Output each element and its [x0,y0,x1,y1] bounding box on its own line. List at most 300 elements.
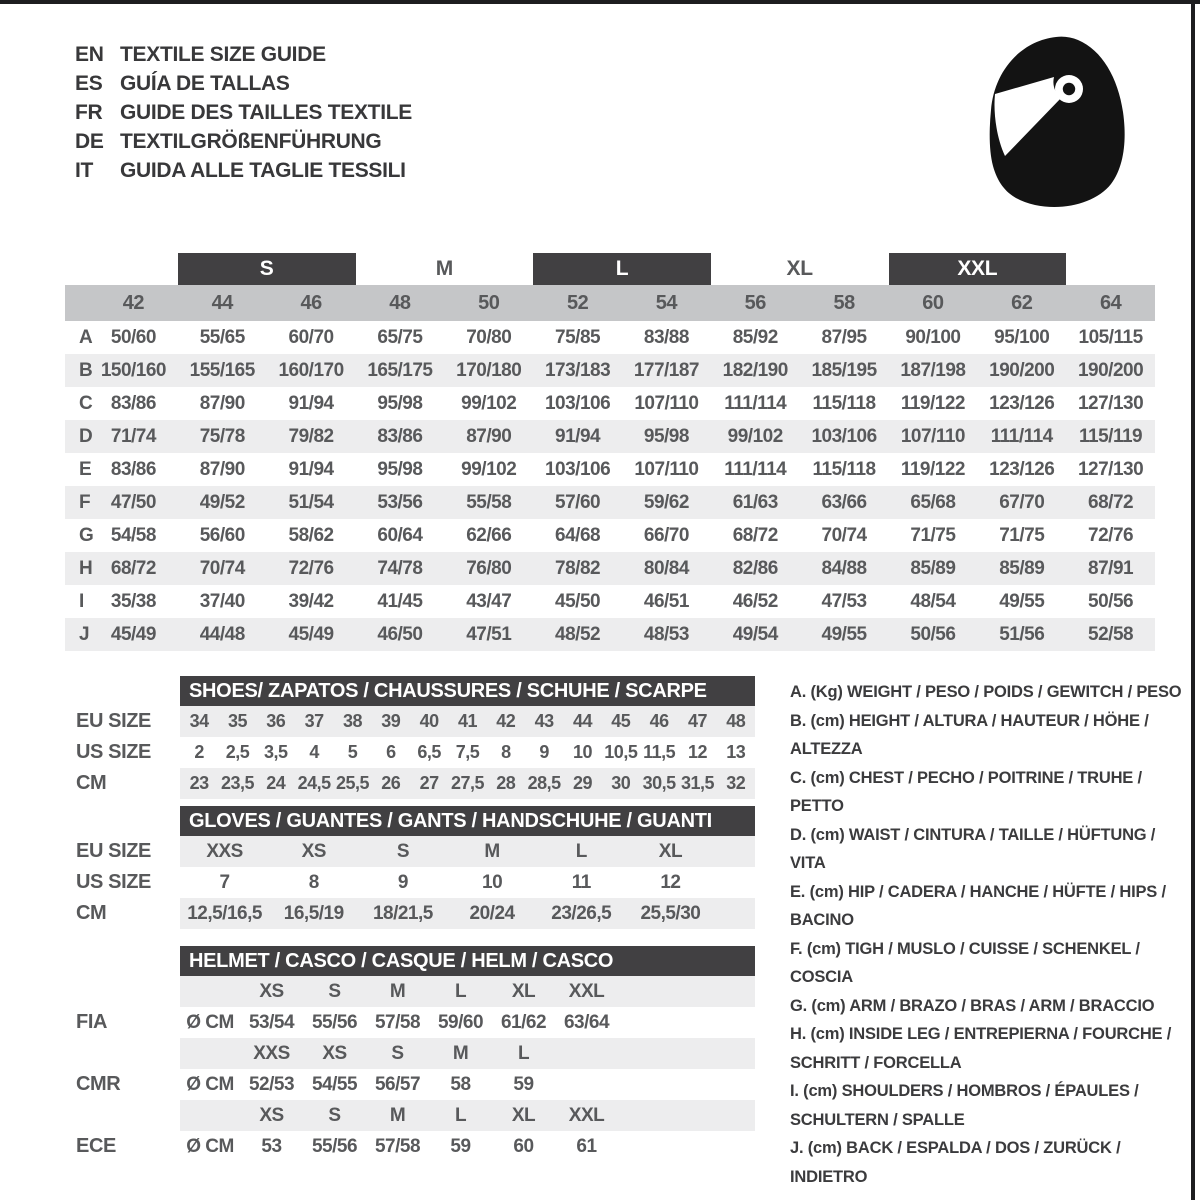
size-number-cell: 52 [566,291,589,314]
value-cell: 12 [660,871,681,893]
size-cell: XS [322,1042,347,1064]
value-cell: 185/195 [811,359,877,381]
row-letter: B [79,359,93,381]
size-number-cell: 48 [389,291,411,314]
value-cell: 40 [419,711,439,731]
value-cell: 61/62 [500,1011,547,1033]
value-cell: 95/98 [643,425,689,447]
value-cell: 39 [381,711,401,731]
size-group-s: S [178,253,356,285]
legend-item: F. (cm) TIGH / MUSLO / CUISSE / SCHENKEL / COSCIA [790,939,1140,986]
spacer [65,799,755,806]
value-cell: 155/165 [189,359,255,381]
standard-label: FIA [76,1011,108,1033]
size-group-l: L [533,253,711,285]
value-cell: 23/26,5 [551,902,612,924]
size-number-row [65,285,1155,321]
value-cell: 27 [419,773,439,793]
unit-cell [180,976,240,1007]
helmet-table-rows [65,976,755,1162]
value-cell: 30,5 [642,773,676,793]
footwear-accessory-tables [65,676,755,1162]
value-cell: 35 [227,711,247,731]
value-cell: 83/86 [110,392,156,414]
row-values [180,737,755,768]
value-cell: 47 [687,711,707,731]
value-cell: 49/55 [821,623,867,645]
size-group-xl: XL [786,257,813,280]
value-cell: 55/56 [311,1011,358,1033]
value-cell: 48/53 [643,623,689,645]
value-cell: 182/190 [722,359,788,381]
value-cell: 187/198 [900,359,966,381]
value-cell: 31,5 [680,773,715,793]
helmet-sizes [180,976,755,1007]
value-cell: 190/200 [989,359,1055,381]
value-cell: 59 [450,1135,471,1157]
measure-row-i [65,585,1155,618]
legend-item: A. (Kg) WEIGHT / PESO / POIDS / GEWITCH / PESO [790,683,1182,701]
value-cell: 44 [572,711,592,731]
measure-row-h [65,552,1155,585]
value-cell: 85/89 [999,557,1045,579]
helmet-table-title: HELMET / CASCO / CASQUE / HELM / CASCO [180,946,755,976]
value-cell: 8 [501,742,511,762]
value-cell: 25,5 [335,773,370,793]
value-cell: 115/119 [1079,425,1143,447]
row-letter: I [79,590,84,612]
value-cell: 45 [611,711,631,731]
value-cell: 45/50 [555,590,601,612]
measure-row-b [65,354,1155,387]
value-cell: 68/72 [1088,491,1134,513]
value-cell: 6 [386,742,396,762]
language-title: GUIDA ALLE TAGLIE TESSILI [120,159,406,182]
value-cell: 51/54 [288,491,334,513]
value-cell: 12,5/16,5 [187,902,262,924]
value-cell: 54/58 [110,524,156,546]
value-cell: 46 [649,711,669,731]
value-cell: 49/55 [999,590,1045,612]
standard-label: ECE [76,1135,116,1157]
size-cell: S [391,1042,404,1064]
value-cell: 8 [308,871,319,893]
unit-cell: Ø CM [186,1011,234,1033]
value-cell: 70/74 [821,524,867,546]
value-cell: 30 [611,773,631,793]
language-code: EN [75,43,104,66]
row-values [180,836,755,867]
value-cell: 10 [482,871,503,893]
unit-cell: Ø CM [186,1073,234,1095]
value-cell: 37/40 [199,590,245,612]
size-number-cell: 44 [211,291,233,314]
value-cell: 103/106 [544,458,611,480]
main-table-body [65,321,1155,651]
unit-cell: Ø CM [186,1135,234,1157]
size-number-cell: 50 [478,291,500,314]
value-cell: 3,5 [264,742,288,762]
row-label: CM [76,902,107,924]
value-cell: 80/84 [643,557,689,579]
value-cell: 52/53 [248,1073,295,1095]
value-cell: 32 [726,773,746,793]
size-cell: XS [259,1104,284,1126]
language-code: ES [75,72,103,95]
value-cell: 57/58 [374,1011,421,1033]
value-cell: 43 [534,711,554,731]
language-row [75,127,412,156]
value-cell: 13 [726,742,746,762]
shoes-table-rows [65,706,755,799]
value-cell: 5 [347,742,358,762]
value-cell: 75/85 [555,326,601,348]
value-cell: 68/72 [732,524,778,546]
row-label [65,976,180,1007]
value-cell: 6,5 [417,742,441,762]
helmet-size-row-ece [65,1100,755,1131]
value-cell: 29 [572,773,592,793]
value-cell: 85/89 [910,557,956,579]
language-code: IT [75,159,94,182]
value-cell: 55/56 [311,1135,358,1157]
value-cell: 23,5 [220,773,255,793]
value-cell: 45/49 [288,623,334,645]
value-cell: 71/75 [910,524,956,546]
value-cell: 99/102 [461,392,517,414]
size-row-cm [65,898,755,929]
value-cell: 50/56 [1088,590,1134,612]
value-cell: 51/56 [999,623,1045,645]
size-number-cell: 58 [833,291,855,314]
size-cell: XXS [253,1042,290,1064]
value-cell: 72/76 [288,557,334,579]
value-cell: 9 [397,871,408,893]
value-cell: 78/82 [555,557,601,579]
row-letter: A [79,326,93,348]
size-row-us-size [65,867,755,898]
value-cell: 16,5/19 [283,902,344,924]
size-row-us-size [65,737,755,768]
value-cell: 60/64 [377,524,423,546]
value-cell: 91/94 [555,425,601,447]
size-cell: L [454,980,467,1002]
value-cell: 28,5 [527,773,561,793]
unit-cell [180,1100,240,1131]
standard-label: CMR [76,1073,121,1095]
helmet-value-row-ece [65,1131,755,1162]
language-row [75,40,412,69]
value-cell: 11,5 [643,742,676,762]
value-cell: 2 [194,742,204,762]
unit-cell [180,1038,240,1069]
helmet-sizes [180,1038,755,1069]
value-cell: S [396,840,409,862]
size-cell: L [517,1042,530,1064]
value-cell: 25,5/30 [640,902,701,924]
value-cell: 84/88 [821,557,867,579]
measure-row-d [65,420,1155,453]
value-cell: 45/49 [110,623,156,645]
value-cell: 65/75 [377,326,423,348]
value-cell: 111/114 [990,425,1053,447]
value-cell: 82/86 [732,557,778,579]
value-cell: 44/48 [199,623,245,645]
size-cell: M [452,1042,469,1064]
value-cell: 47/50 [110,491,156,513]
value-cell: 111/114 [724,458,787,480]
size-row-cm [65,768,755,799]
value-cell: 50/56 [910,623,956,645]
value-cell: 12 [687,742,707,762]
size-cell: L [454,1104,467,1126]
value-cell: 99/102 [461,458,517,480]
size-cell: M [389,980,406,1002]
value-cell: 50/60 [110,326,156,348]
row-values [180,706,755,737]
spacer [65,929,755,946]
value-cell: 111/114 [724,392,787,414]
value-cell: 60 [513,1135,534,1157]
value-cell: 91/94 [288,458,334,480]
measure-row-j [65,618,1155,651]
value-cell: 43/47 [466,590,512,612]
language-title: GUIDE DES TAILLES TEXTILE [120,101,412,124]
size-cell: XXL [568,1104,605,1126]
value-cell: 57/58 [374,1135,421,1157]
helmet-value-row-cmr [65,1069,755,1100]
row-letter: C [79,392,93,414]
row-letter: D [79,425,93,447]
size-cell: XL [511,980,536,1002]
helmet-values [180,1007,755,1038]
language-list [75,40,412,185]
value-cell: 68/72 [110,557,156,579]
value-cell: 28 [496,773,516,793]
value-cell: 55/58 [466,491,512,513]
value-cell: 107/110 [634,392,699,414]
legend-item: G. (cm) ARM / BRAZO / BRAS / ARM / BRACCIO [790,996,1155,1015]
value-cell: 54/55 [311,1073,358,1095]
value-cell: 103/106 [544,392,611,414]
gloves-table-title: GLOVES / GUANTES / GANTS / HANDSCHUHE / GUANTI [180,806,755,836]
value-cell: 27,5 [450,773,485,793]
size-row-eu-size [65,706,755,737]
size-cell: XXL [568,980,605,1002]
value-cell: 170/180 [456,359,522,381]
row-letter: F [79,491,91,513]
legend-list [790,678,1190,1191]
value-cell: 87/90 [199,458,245,480]
size-number-cell: 54 [655,291,678,314]
value-cell: 165/175 [367,359,433,381]
value-cell: XS [301,840,326,862]
garment-size-table [65,253,1155,651]
page-top-border [0,0,1200,4]
row-label: EU SIZE [76,710,151,732]
value-cell: 66/70 [643,524,689,546]
value-cell: 72/76 [1088,524,1134,546]
size-number-cell: 42 [122,291,145,314]
gloves-table-rows [65,836,755,929]
language-title: TEXTILE SIZE GUIDE [120,43,326,66]
value-cell: 190/200 [1077,359,1144,381]
size-group-m: M [435,257,453,280]
language-code: FR [75,101,103,124]
helmet-sizes [180,1100,755,1131]
value-cell: 85/92 [732,326,778,348]
size-row-eu-size [65,836,755,867]
value-cell: 9 [539,742,549,762]
value-cell: 115/118 [812,458,876,480]
value-cell: 63/64 [563,1011,610,1033]
measure-row-g [65,519,1155,552]
legend-item: D. (cm) WAIST / CINTURA / TAILLE / HÜFTUNG / VITA [790,825,1156,872]
value-cell: 47/51 [466,623,512,645]
value-cell: 37 [304,711,324,731]
value-cell: 87/91 [1088,557,1134,579]
row-letter: H [79,557,93,579]
value-cell: 160/170 [278,359,344,381]
value-cell: 10 [572,742,592,762]
value-cell: 47/53 [821,590,867,612]
value-cell: 91/94 [288,392,334,414]
value-cell: 119/122 [900,458,965,480]
measure-row-c [65,387,1155,420]
value-cell: XL [658,840,683,862]
page-right-border [1191,0,1195,1200]
row-values [180,768,755,799]
value-cell: 49/52 [199,491,245,513]
language-row [75,69,412,98]
size-number-cell: 46 [300,291,322,314]
legend-item: B. (cm) HEIGHT / ALTURA / HAUTEUR / HÖHE / ALTEZZA [790,711,1149,758]
size-number-cell: 64 [1099,291,1122,314]
value-cell: 53 [261,1135,282,1157]
value-cell: 105/115 [1078,326,1143,348]
size-group-row [65,253,1155,285]
value-cell: 83/86 [110,458,156,480]
row-values [180,898,755,929]
value-cell: 7,5 [455,742,480,762]
size-number-cell: 60 [922,291,944,314]
size-cell: S [328,1104,341,1126]
value-cell: 59/60 [437,1011,484,1033]
size-cell: M [389,1104,406,1126]
value-cell: 36 [266,711,286,731]
value-cell: 127/130 [1077,458,1144,480]
value-cell: 48 [726,711,746,731]
value-cell: 70/74 [199,557,245,579]
value-cell: 95/98 [377,392,423,414]
value-cell: 63/66 [821,491,867,513]
value-cell: 71/75 [999,524,1045,546]
measure-row-e [65,453,1155,486]
value-cell: 18/21,5 [372,902,433,924]
legend-item: C. (cm) CHEST / PECHO / POITRINE / TRUHE / PETTO [790,768,1142,815]
value-cell: 74/78 [377,557,423,579]
value-cell: 55/65 [199,326,245,348]
size-group-xxl: XXL [889,253,1067,285]
value-cell: 76/80 [466,557,512,579]
legend-item: H. (cm) INSIDE LEG / ENTREPIERNA / FOURCHE / SCHRITT / FORCELLA [790,1025,1172,1072]
language-code: DE [75,130,104,153]
value-cell: 150/160 [100,359,166,381]
value-cell: 61 [576,1135,597,1157]
row-letter: E [79,458,92,480]
value-cell: 7 [219,871,230,893]
row-label [65,1038,180,1069]
value-cell: XXS [206,840,243,862]
value-cell: 41/45 [377,590,423,612]
value-cell: 95/98 [377,458,423,480]
value-cell: 59 [513,1073,534,1095]
row-label: CM [76,772,107,794]
value-cell: 42 [496,711,516,731]
value-cell: 52/58 [1088,623,1134,645]
corner-cell [65,285,89,321]
helmet-value-row-fia [65,1007,755,1038]
value-cell: 46/51 [643,590,689,612]
value-cell: 53/56 [377,491,423,513]
value-cell: 23 [189,773,209,793]
value-cell: 58/62 [288,524,334,546]
value-cell: 115/118 [812,392,876,414]
value-cell: 38 [342,711,362,731]
value-cell: 59/62 [643,491,689,513]
measure-row-f [65,486,1155,519]
row-label: US SIZE [76,741,151,763]
value-cell: 83/88 [643,326,689,348]
value-cell: 127/130 [1077,392,1144,414]
value-cell: 46/52 [732,590,778,612]
legend-item: J. (cm) BACK / ESPALDA / DOS / ZURÜCK / INDIETRO [790,1139,1121,1186]
value-cell: 10,5 [604,742,638,762]
value-cell: 123/126 [989,392,1055,414]
size-number-cell: 56 [744,291,766,314]
value-cell: 24 [266,773,286,793]
row-label [65,1100,180,1131]
value-cell: 39/42 [288,590,334,612]
measure-row-a [65,321,1155,354]
helmet-size-row-fia [65,976,755,1007]
row-letter: G [79,524,94,546]
value-cell: 24,5 [297,773,331,793]
value-cell: M [484,840,500,862]
value-cell: 75/78 [199,425,245,447]
racing-helmet-icon [980,34,1132,210]
value-cell: L [575,840,587,862]
value-cell: 60/70 [288,326,334,348]
row-label: US SIZE [76,871,151,893]
value-cell: 48/54 [910,590,956,612]
helmet-values [180,1131,755,1162]
value-cell: 49/54 [732,623,778,645]
value-cell: 87/90 [466,425,512,447]
value-cell: 87/95 [821,326,867,348]
size-cell: XL [511,1104,536,1126]
value-cell: 35/38 [110,590,156,612]
value-cell: 4 [309,742,319,762]
value-cell: 58 [450,1073,471,1095]
value-cell: 107/110 [900,425,965,447]
value-cell: 79/82 [288,425,334,447]
value-cell: 26 [381,773,401,793]
value-cell: 11 [571,871,591,893]
row-values [180,867,755,898]
value-cell: 103/106 [811,425,877,447]
value-cell: 119/122 [900,392,965,414]
